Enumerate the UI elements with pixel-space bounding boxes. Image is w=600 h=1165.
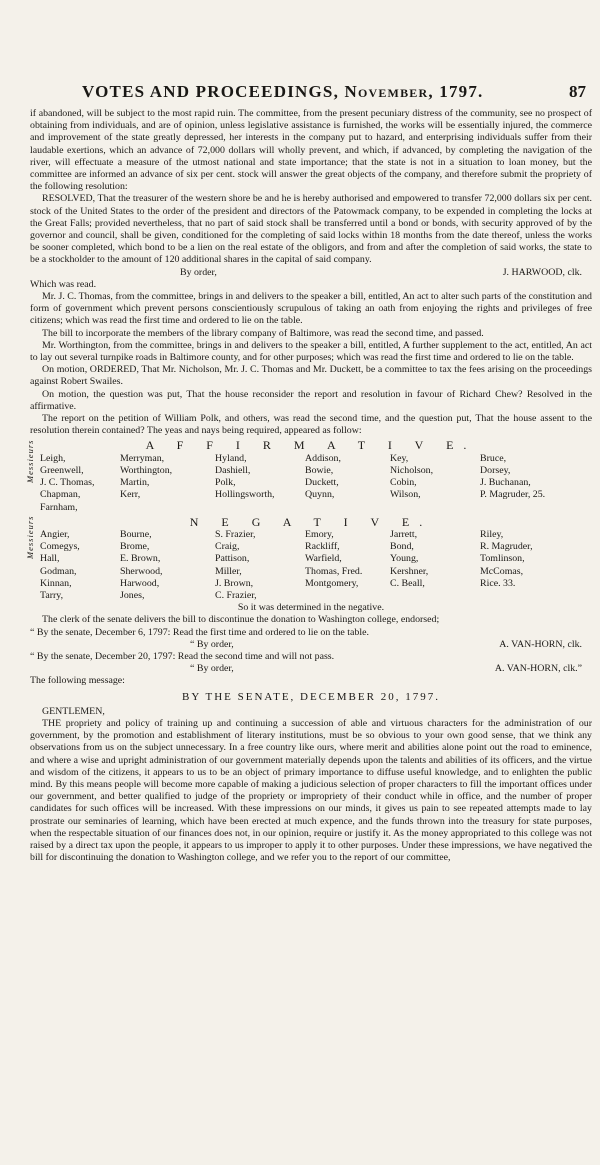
voter-name: Angier, [40, 528, 70, 540]
voter-name: Dorsey, [480, 464, 511, 476]
vote-result: So it was determined in the negative. [237, 602, 385, 614]
voter-name: Bond, [390, 541, 414, 553]
resolution-paragraph: RESOLVED, That the treasurer of the western shore be and he is hereby authorised and empowered to transfer 72,000 dollars six per cent. stock of the United States to the order of the president and directors of the Patowmack company, to be expended in completing the locks at the Great Falls; provided nevertheless, that no part of said stock shall be transferred until a bond or bonds, with security approved of by the governor and council, shall be given, conditioned for the completing of said locks within 18 months from the date thereof, unless the works be sooner completed, which bond to be a lien on the real estate of the obligors, and from and after the completion of said works, the state to be a stockholder to the amount of 120 additional shares in the capital of said company. [30, 193, 592, 266]
voter-name: Brome, [120, 541, 150, 553]
paragraph: Which was read. [30, 278, 97, 290]
by-order: “ By order, [190, 638, 234, 650]
signature-line [30, 267, 592, 279]
voter-name: Warfield, [305, 553, 342, 565]
voter-name: Young, [390, 553, 419, 565]
paragraph: On motion, ORDERED, That Mr. Nicholson, Mr. J. C. Thomas and Mr. Duckett, be a committee to tax the fees arising on the proceedings against Robert Swailes. [30, 364, 592, 388]
paragraph: On motion, the question was put, That the house reconsider the report and resolution in favour of Richard Chew? Resolved in the affirmative. [30, 388, 592, 412]
paragraph: Mr. J. C. Thomas, from the committee, brings in and delivers to the speaker a bill, entitled, An act to alter such parts of the constitution and form of government which prevent persons conscientiously scrupulous of taking an oath from enjoying the rights and privileges of free citizens; which was read the first time and ordered to lie on the table. [30, 291, 592, 327]
by-order: By order, [180, 266, 217, 278]
page-body [25, 108, 592, 864]
voter-name: R. Magruder, [480, 541, 533, 553]
paragraph: The bill to incorporate the members of the library company of Baltimore, was read the second time, and passed. [42, 327, 484, 339]
paragraph: The report on the petition of William Polk, and others, was read the second time, and the question put, That the house assent to the resolution therein contained? The yeas and nays being required, appeared as follow: [30, 413, 592, 437]
voter-name [480, 590, 570, 602]
voter-name: S. Frazier, [215, 528, 256, 540]
voter-name: Cobin, [390, 477, 417, 489]
voter-name: Merryman, [120, 452, 165, 464]
voter-name: Thomas, Fred. [305, 565, 363, 577]
voter-name: Jarrett, [390, 528, 418, 540]
voter-name [305, 590, 390, 602]
voter-name: Leigh, [40, 452, 66, 464]
voter-name: Kerr, [120, 489, 141, 501]
signature-line [30, 663, 592, 675]
messieurs-label: Messieurs [25, 439, 35, 483]
voter-name: Hollingsworth, [215, 489, 275, 501]
voter-name [120, 502, 215, 514]
paragraph: Mr. Worthington, from the committee, brings in and delivers to the speaker a bill, entitled, A further supplement to the act, entitled, An act to lay out several turnpike roads in Baltimore county, and for other purposes; which was read the first time and ordered to lie on the table. [30, 339, 592, 364]
voter-name: Harwood, [120, 577, 160, 589]
voter-name [390, 590, 480, 602]
paragraph: The following message: [30, 675, 125, 687]
voter-name: Comegys, [40, 541, 80, 553]
voter-name [215, 502, 305, 514]
voter-name: Pattison, [215, 553, 250, 565]
voter-name: Hyland, [215, 452, 247, 464]
voter-name: Greenwell, [40, 464, 84, 476]
salutation: GENTLEMEN, [42, 705, 105, 717]
voter-name: Craig, [215, 541, 240, 553]
clerk-name: J. HARWOOD, clk. [502, 266, 582, 278]
voter-name: Tarry, [40, 589, 64, 601]
paragraph: The clerk of the senate delivers the bill to discontinue the donation to Washington college, endorsed; [42, 614, 440, 626]
negative-heading: N E G A T I V E. [189, 514, 433, 529]
senate-heading: BY THE SENATE, DECEMBER 20, 1797. [182, 690, 440, 703]
voter-name: J. Brown, [215, 577, 254, 589]
by-order: “ By order, [190, 663, 234, 675]
negative-grid [40, 529, 592, 602]
voter-name [305, 502, 390, 514]
voter-name: Bourne, [120, 528, 152, 540]
affirmative-heading: A F F I R M A T I V E. [145, 438, 477, 453]
messieurs-label: Messieurs [25, 515, 35, 559]
voter-name: Jones, [120, 589, 145, 601]
voter-name: Worthington, [120, 464, 173, 476]
running-header [60, 82, 586, 104]
paragraph: “ By the senate, December 20, 1797: Read the second time and will not pass. [30, 650, 335, 662]
voter-name: Rackliff, [305, 541, 340, 553]
voter-name: Duckett, [305, 477, 339, 489]
voter-name: Key, [390, 452, 409, 464]
clerk-name: A. VAN-HORN, clk.” [494, 663, 582, 675]
voter-name: Wilson, [390, 489, 421, 501]
voter-name [390, 502, 480, 514]
voter-name: Miller, [215, 565, 242, 577]
voter-name: Bruce, [480, 452, 507, 464]
voter-name: Quynn, [305, 489, 335, 501]
voter-name: Hall, [40, 553, 60, 565]
voter-name: Emory, [305, 528, 334, 540]
paragraph: “ By the senate, December 6, 1797: Read the first time and ordered to lie on the table. [30, 626, 369, 638]
voter-name: J. C. Thomas, [40, 477, 95, 489]
paragraph: if abandoned, will be subject to the most rapid ruin. The committee, from the present pecuniary distress of the community, see no prospect of obtaining from individuals, and are of opinion, unless legislative assistance is furnished, the works will be essentially injured, the commerce and improvement of the state greatly depressed, her interests in the company put to hazard, and enterprising individuals suffer from their laudable exertions, which an advance of 72,000 dollars will wholly prevent, and which, if advanced, by completing the navigation of the river, will effectuate a measure of the utmost national and state importance; that the state is not in a situation to loan money, but the committee are informed an advance of six per cent. stock will answer the great objects of the company, and therefore submit the propriety of the following resolution: [30, 108, 592, 193]
voter-name: C. Beall, [390, 577, 425, 589]
voter-name: Bowie, [305, 464, 334, 476]
voter-name: Polk, [215, 477, 236, 489]
voter-name: Addison, [305, 452, 341, 464]
voter-name: Montgomery, [305, 577, 359, 589]
clerk-name: A. VAN-HORN, clk. [499, 638, 582, 650]
voter-name: C. Frazier, [215, 589, 257, 601]
voter-name: Kershner, [390, 565, 429, 577]
voter-name: McComas, [480, 565, 524, 577]
page-title: VOTES AND PROCEEDINGS, November, 1797. [82, 82, 484, 101]
voter-name: Nicholson, [390, 464, 434, 476]
voter-name: Farnham, [40, 501, 78, 513]
page-number: 87 [569, 82, 586, 101]
voter-name: Riley, [480, 528, 504, 540]
paragraph: THE propriety and policy of training up and continuing a succession of able and virtuous characters for the administration of our government, by the promotion and establishment of literary institutions, must be so obvious to your own good sense, that we think any observations from us on the subject unnecessary. In a free country like ours, where merit and abilities alone point out the road to eminence, and where a wise and upright administration of our government materially depends upon the talents and abilities of its officers, and the virtue and wisdom of the citizens, it appears to us to be an object of primary importance to diffuse useful knowledge, and to enlighten the public mind. By this means people will become more capable of making a judicious selection of proper characters to fill the important offices under our government, and better qualified to judge of the propriety or impropriety of their conduct while in office, and the number of proper candidates for such offices will be increased. With these impressions on our minds, it gives us pain to see repeated attempts made to lay prostrate our seminaries of learning, which have been erected at much expence, and the funds thrown into the treasury for state purposes, when the respectable situation of our finances does not, in our opinion, require or justify it. As the money appropriated to this college was not raised by a direct tax upon the people, it appears to us improper to apply it to other purposes. Under these impressions, we have negatived the bill for discontinuing the donation to Washington college, and we refer you to the report of our committee, [30, 717, 592, 864]
voter-name: Kinnan, [40, 577, 72, 589]
voter-name: Chapman, [40, 489, 81, 501]
voter-name: Tomlinson, [480, 553, 525, 565]
voter-name: Martin, [120, 477, 150, 489]
voter-name: Dashiell, [215, 464, 251, 476]
signature-line [30, 639, 592, 651]
voter-name: J. Buchanan, [480, 477, 531, 489]
voter-name: Sherwood, [120, 565, 163, 577]
affirmative-grid [40, 453, 592, 514]
voter-name: Godman, [40, 565, 77, 577]
voter-name: P. Magruder, 25. [480, 489, 546, 501]
voter-name: E. Brown, [120, 553, 161, 565]
voter-name [480, 502, 570, 514]
voter-name: Rice. 33. [480, 577, 516, 589]
